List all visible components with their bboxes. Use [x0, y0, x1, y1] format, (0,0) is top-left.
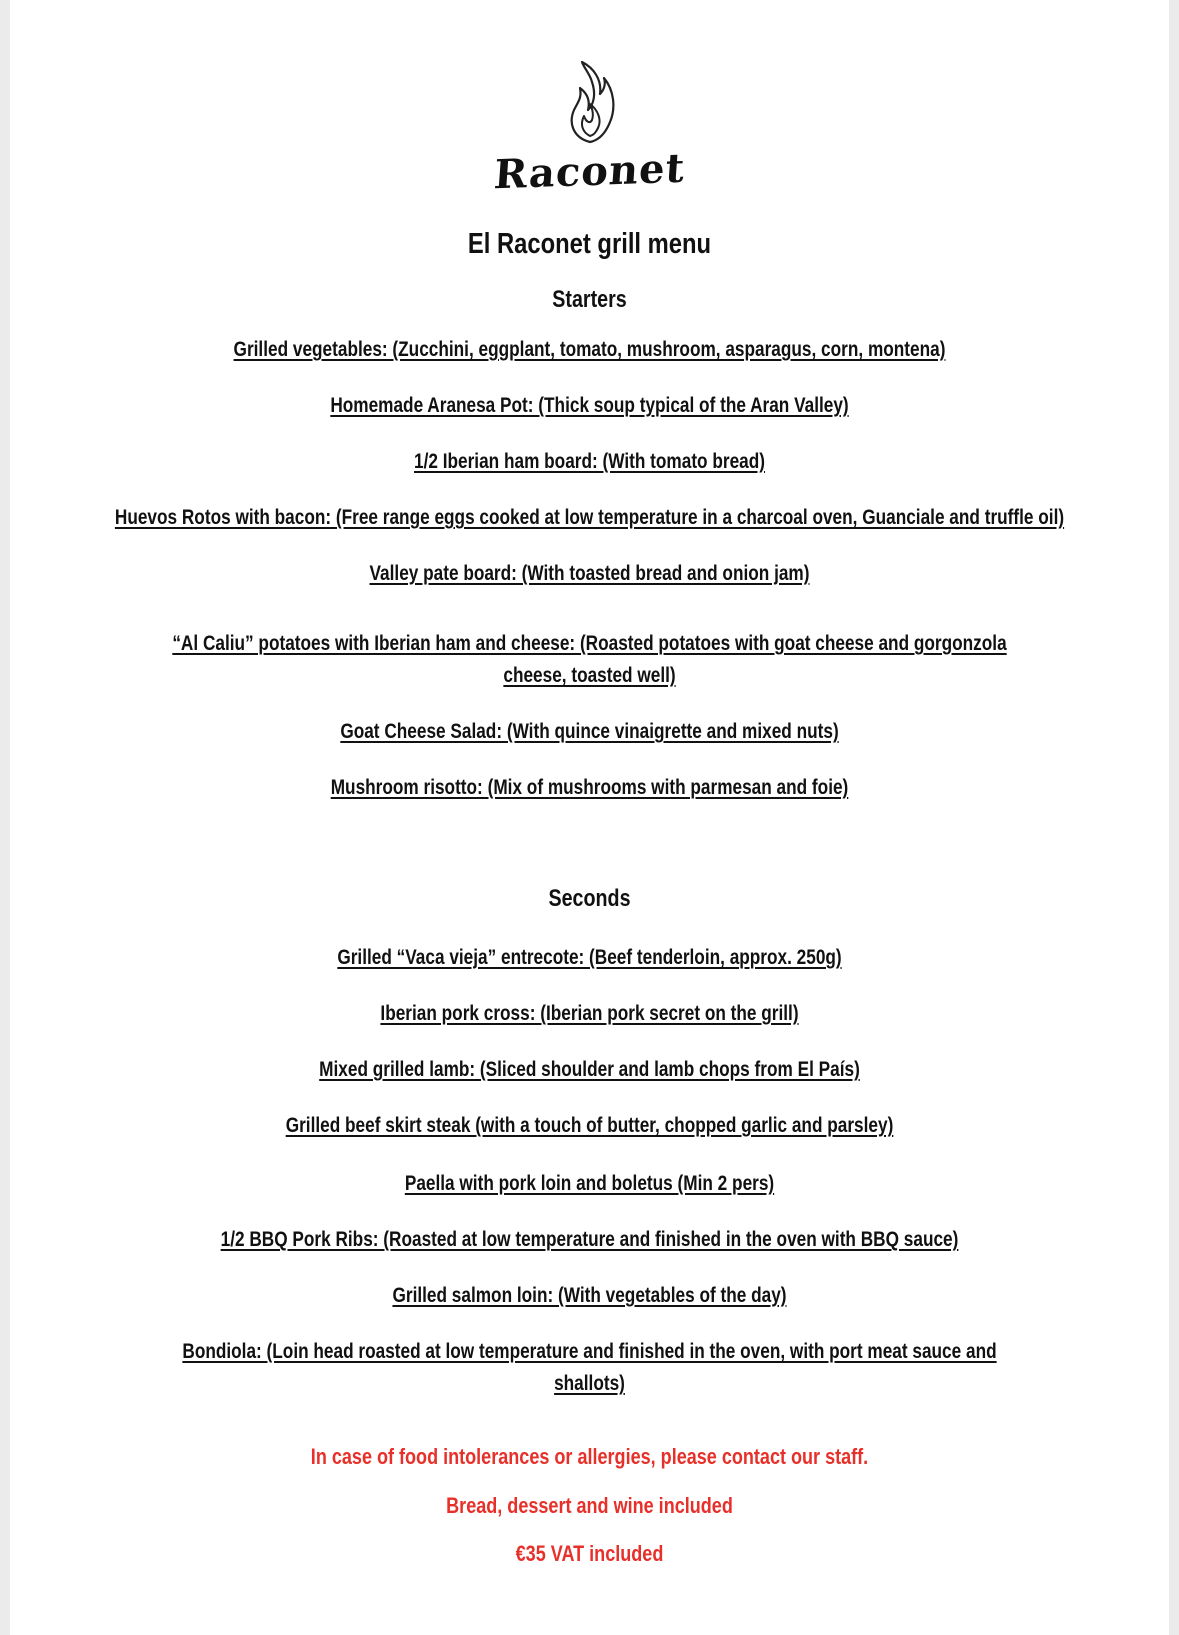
menu-item: Bondiola: (Loin head roasted at low temperature and finished in the oven, with port meat sauce and shallots) — [182, 1340, 997, 1395]
menu-item: Grilled salmon loin: (With vegetables of the day) — [392, 1284, 787, 1307]
menu-item: Goat Cheese Salad: (With quince vinaigrette and mixed nuts) — [340, 720, 839, 743]
included-note: Bread, dessert and wine included — [446, 1493, 733, 1518]
menu-item: Grilled beef skirt steak (with a touch of butter, chopped garlic and parsley) — [285, 1114, 894, 1137]
menu-item: Paella with pork loin and boletus (Min 2 pers) — [404, 1172, 775, 1195]
menu-item: Grilled “Vaca vieja” entrecote: (Beef tenderloin, approx. 250g) — [337, 946, 842, 969]
menu-item: Huevos Rotos with bacon: (Free range eggs cooked at low temperature in a charcoal oven, Guanciale and truffle oil) — [114, 506, 1065, 529]
price-note: €35 VAT included — [515, 1541, 664, 1566]
logo-wordmark: Raconet — [492, 144, 687, 199]
menu-item: 1/2 BBQ Pork Ribs: (Roasted at low temperature and finished in the oven with BBQ sauce) — [220, 1228, 959, 1251]
allergy-note: In case of food intolerances or allergies, please contact our staff. — [310, 1444, 869, 1469]
seconds-heading: Seconds — [548, 885, 631, 912]
menu-item: Grilled vegetables: (Zucchini, eggplant, tomato, mushroom, asparagus, corn, montena) — [233, 338, 946, 361]
menu-item: 1/2 Iberian ham board: (With tomato bread) — [414, 450, 765, 473]
starters-heading: Starters — [552, 286, 627, 313]
restaurant-logo — [10, 58, 1169, 199]
menu-item: Iberian pork cross: (Iberian pork secret on the grill) — [380, 1002, 799, 1025]
menu-item: “Al Caliu” potatoes with Iberian ham and cheese: (Roasted potatoes with goat cheese and gorgonzola cheese, toasted well) — [172, 632, 1007, 687]
menu-item: Valley pate board: (With toasted bread and onion jam) — [369, 562, 810, 585]
menu-item: Mixed grilled lamb: (Sliced shoulder and lamb chops from El País) — [319, 1058, 860, 1081]
menu-page — [10, 0, 1169, 1635]
menu-item: Homemade Aranesa Pot: (Thick soup typical of the Aran Valley) — [330, 394, 849, 417]
menu-item: Mushroom risotto: (Mix of mushrooms with parmesan and foie) — [330, 776, 849, 799]
menu-title: El Raconet grill menu — [467, 228, 712, 260]
flame-icon — [560, 58, 620, 146]
